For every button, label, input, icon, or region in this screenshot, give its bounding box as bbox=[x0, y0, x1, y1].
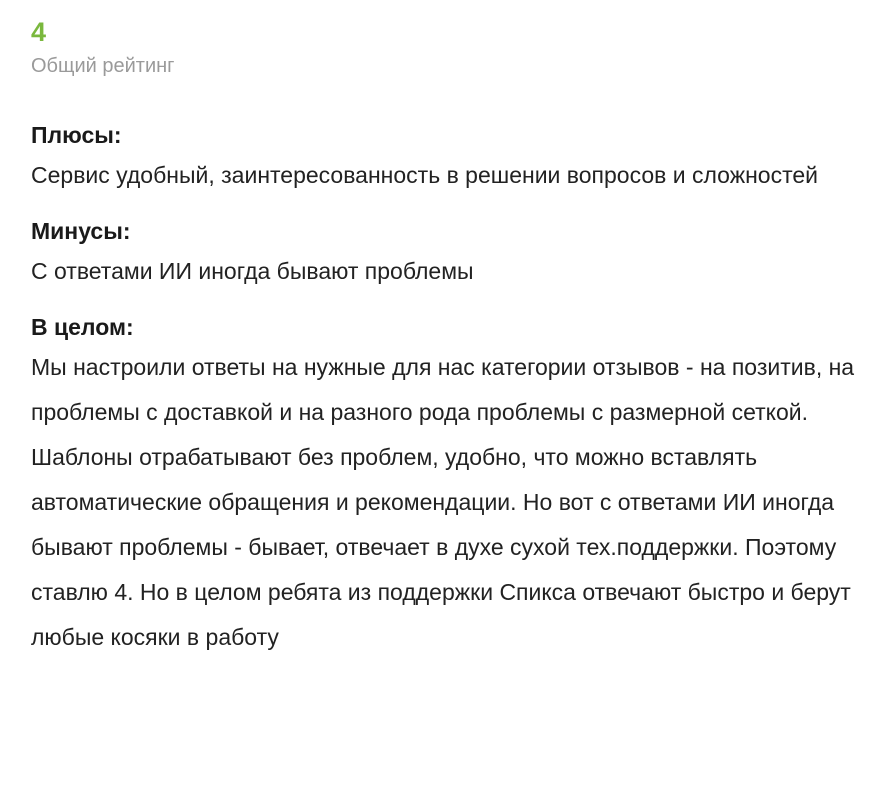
pros-text: Сервис удобный, заинтересованность в решении вопросов и сложностей bbox=[31, 162, 818, 188]
overall-rating-caption: Общий рейтинг bbox=[31, 55, 175, 77]
overall-rating-value: 4 bbox=[31, 17, 47, 47]
summary-heading: В целом: bbox=[31, 314, 134, 340]
cons-heading: Минусы: bbox=[31, 218, 131, 244]
review-card bbox=[31, 14, 861, 660]
cons-text: С ответами ИИ иногда бывают проблемы bbox=[31, 258, 474, 284]
pros-section bbox=[31, 118, 861, 198]
pros-heading: Плюсы: bbox=[31, 122, 122, 148]
cons-section bbox=[31, 214, 861, 294]
summary-text: Мы настроили ответы на нужные для нас категории отзывов - на позитив, на проблемы с доставкой и на разного рода проблемы с размерной сеткой. Шаблоны отрабатывают без проблем, удобно, что можно вставлять автоматические обращения и рекомендации. Но вот с ответами ИИ иногда бывают проблемы - бывает, отвечает в духе сухой тех.поддержки. Поэтому ставлю 4. Но в целом ребята из поддержки Спикса отвечают быстро и берут любые косяки в работу bbox=[31, 354, 855, 650]
summary-section bbox=[31, 310, 861, 660]
